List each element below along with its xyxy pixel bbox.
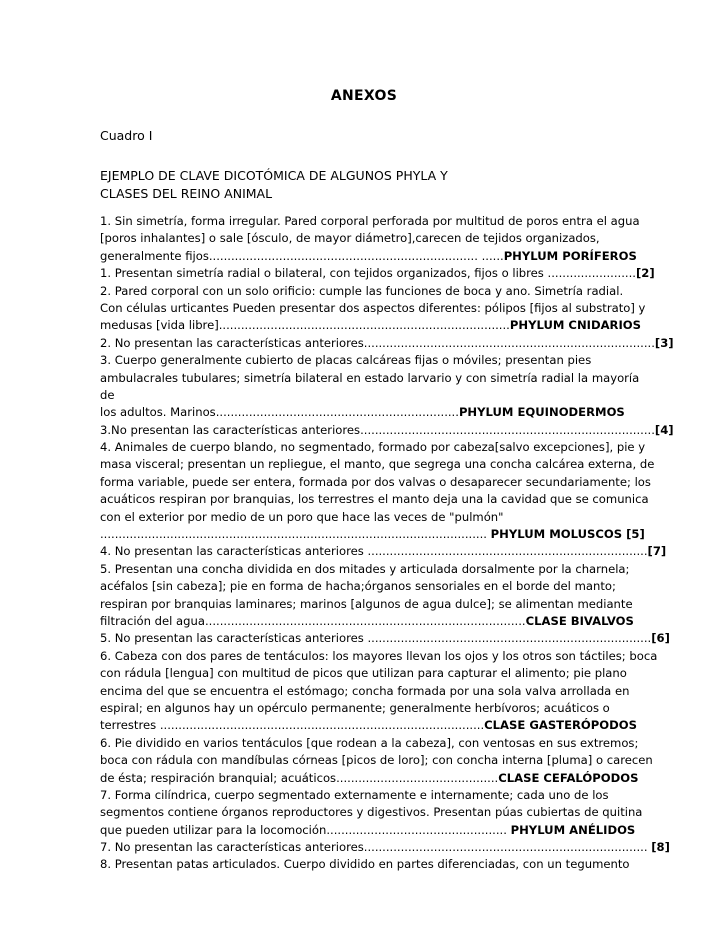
key-line: [100, 752, 653, 769]
key-line: [100, 352, 630, 369]
key-text: con el exterior por medio de un poro que hace las veces de "pulmón": [100, 509, 504, 524]
key-text: segmentos contiene órganos reproductores y digestivos. Presentan púas cubiertas de quitina: [100, 805, 643, 820]
key-text: 7. No presentan las características anteriores.............................................................................: [100, 840, 652, 855]
key-line: [100, 613, 634, 630]
key-text: 4. No presentan las características anteriores ............................................................................: [100, 544, 648, 559]
key-text: de ésta; respiración branquial; acuáticos............................................: [100, 770, 499, 785]
key-line: [100, 404, 630, 421]
taxon-label: [7]: [647, 544, 667, 559]
key-text: 6. Cabeza con dos pares de tentáculos: los mayores llevan los ojos y los otros son táctiles; boca: [100, 648, 658, 663]
key-line: [100, 248, 637, 265]
taxon-label: [4]: [654, 422, 674, 437]
key-line: [100, 474, 651, 491]
key-text: [poros inhalantes] o sale [ósculo, de mayor diámetro],carecen de tejidos organizados,: [100, 231, 600, 246]
key-line: [100, 491, 649, 508]
key-line: [100, 317, 642, 334]
key-text: 5. No presentan las características anteriores .............................................................................: [100, 631, 652, 646]
taxon-label: [2]: [635, 266, 655, 281]
key-text: acuáticos respiran por branquias, los terrestres el manto deja una la cavidad que se comunica: [100, 492, 649, 507]
key-line: [100, 213, 640, 230]
taxon-label: CLASE GASTERÓPODOS: [484, 718, 637, 733]
taxon-label: CLASE BIVALVOS: [525, 613, 634, 628]
key-line: [100, 543, 667, 560]
dichotomous-key-text: [100, 213, 674, 874]
key-text: Con células urticantes Pueden presentar dos aspectos diferentes: pólipos [fijos al substrato] y: [100, 300, 646, 315]
key-line: [100, 387, 630, 404]
taxon-label: [8]: [651, 840, 670, 855]
key-line: [100, 422, 674, 439]
key-text: que pueden utilizar para la locomoción.................................................: [100, 822, 511, 837]
key-line: [100, 578, 630, 595]
key-text: filtración del agua.......................................................................................: [100, 613, 526, 628]
key-line: [100, 804, 643, 821]
key-line: [100, 683, 630, 700]
taxon-label: PHYLUM EQUINODERMOS: [458, 405, 625, 420]
key-text: boca con rádula con mandíbulas córneas [picos de loro]; con concha interna [pluma] o carecen: [100, 753, 653, 768]
key-line: [100, 265, 655, 282]
key-text: 2. Pared corporal con un solo orificio: cumple las funciones de boca y ano. Simetría radial.: [100, 283, 624, 298]
key-text: ambulacrales tubulares; simetría bilateral en estado larvario y con simetría radial la mayoría: [100, 370, 640, 385]
key-text: 7. Forma cilíndrica, cuerpo segmentado externamente e internamente; cada uno de los: [100, 787, 609, 802]
taxon-label: CLASE CEFALÓPODOS: [498, 770, 639, 785]
taxon-label: PHYLUM ANÉLIDOS: [510, 822, 636, 837]
key-line: [100, 561, 630, 578]
key-line: [100, 456, 655, 473]
key-line: [100, 283, 630, 300]
key-line: [100, 526, 645, 543]
key-line: [100, 630, 670, 647]
key-line: [100, 230, 630, 247]
key-text: encima del que se encuentra el estómago; concha formada por una sola valva arrollada en: [100, 683, 630, 698]
key-line: [100, 509, 630, 526]
key-text: 3.No presentan las características anteriores................................................................................: [100, 422, 655, 437]
key-line: [100, 717, 637, 734]
taxon-label: [6]: [651, 631, 670, 646]
key-line: [100, 787, 630, 804]
key-line: [100, 822, 636, 839]
section-heading: [100, 167, 448, 203]
key-line: [100, 665, 630, 682]
taxon-label: PHYLUM PORÍFEROS: [503, 248, 637, 263]
key-text: medusas [vida libre]...............................................................................: [100, 318, 510, 333]
key-text: 2. No presentan las características anteriores...............................................................................: [100, 335, 655, 350]
key-text: con rádula [lengua] con multitud de picos que utilizan para capturar el alimento; pie plano: [100, 666, 627, 681]
key-line: [100, 370, 640, 387]
key-line: [100, 648, 658, 665]
key-text: 4. Animales de cuerpo blando, no segmentado, formado por cabeza[salvo excepciones], pie y: [100, 440, 646, 455]
heading-line: CLASES DEL REINO ANIMAL: [100, 186, 273, 201]
key-line: [100, 439, 646, 456]
key-line: [100, 300, 646, 317]
table-caption: Cuadro I: [100, 128, 153, 143]
key-text: 1. Sin simetría, forma irregular. Pared corporal perforada por multitud de poros entra el agua: [100, 214, 640, 228]
key-text: generalmente fijos......................................................................... ......: [100, 248, 504, 263]
key-text: espiral; en algunos hay un opérculo permanente; generalmente herbívoros; acuáticos o: [100, 700, 610, 715]
key-text: 6. Pie dividido en varios tentáculos [que rodean a la cabeza], con ventosas en sus extremos;: [100, 735, 639, 750]
page-title: ANEXOS: [330, 88, 398, 104]
key-text: acéfalos [sin cabeza]; pie en forma de hacha;órganos sensoriales en el borde del manto;: [100, 579, 616, 594]
taxon-label: PHYLUM MOLUSCOS [5]: [490, 527, 645, 542]
key-text: 3. Cuerpo generalmente cubierto de placas calcáreas fijas o móviles; presentan pies: [100, 353, 592, 368]
key-text: respiran por branquias laminares; marinos [algunos de agua dulce]; se alimentan mediante: [100, 596, 633, 611]
key-line: [100, 735, 639, 752]
key-text: forma variable, puede ser entera, formada por dos valvas o desaparecer secundariamente; los: [100, 474, 651, 489]
key-text: de: [100, 387, 115, 402]
key-text: 1. Presentan simetría radial o bilateral, con tejidos organizados, fijos o libres ........................: [100, 266, 636, 281]
key-line: [100, 770, 639, 787]
key-text: masa visceral; presentan un repliegue, el manto, que segrega una concha calcárea externa, de: [100, 457, 655, 472]
key-line: [100, 856, 630, 873]
key-line: [100, 700, 630, 717]
key-line: [100, 839, 670, 856]
taxon-label: PHYLUM CNIDARIOS: [509, 318, 642, 333]
key-line: [100, 335, 674, 352]
key-text: 8. Presentan patas articulados. Cuerpo dividido en partes diferenciadas, con un tegumento: [100, 857, 630, 872]
key-text: 5. Presentan una concha dividida en dos mitades y articulada dorsalmente por la charnela;: [100, 561, 630, 576]
key-text: .........................................................................................................: [100, 527, 491, 542]
taxon-label: [3]: [654, 335, 674, 350]
key-line: [100, 596, 633, 613]
key-text: terrestres ........................................................................................: [100, 718, 485, 733]
key-text: los adultos. Marinos..................................................................: [100, 405, 459, 420]
heading-line: EJEMPLO DE CLAVE DICOTÓMICA DE ALGUNOS PHYLA Y: [100, 168, 448, 183]
